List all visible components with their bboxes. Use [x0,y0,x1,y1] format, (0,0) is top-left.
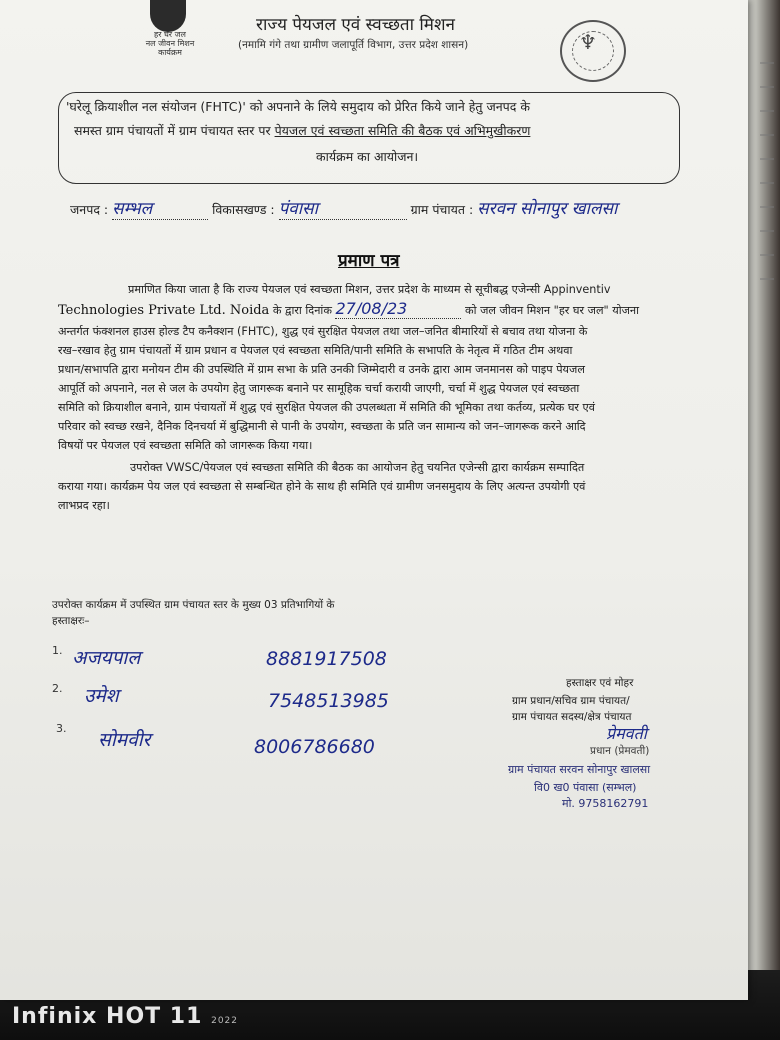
participant-name: उमेश [84,685,119,707]
pradhan-signature: प्रेमवती [606,724,647,743]
signatory-role-2: ग्राम पंचायत सदस्य/क्षेत्र पंचायत [512,711,632,723]
logo-caption [135,30,205,57]
body-text: को जल जीवन मिशन "हर घर जल" योजना [465,304,640,317]
mission-title: राज्य पेयजल एवं स्वच्छता मिशन [256,15,455,35]
body-line: रख–रखाव हेतु ग्राम पंचायतों में ग्राम प्रधान व पेयजल एवं स्वच्छता समिति/पानी समिति के सभापति के नेतृत्व में गठित टीम अथवा [58,344,573,357]
stamp-line-4: मो. 9758162791 [562,797,649,810]
participant-phone: 7548513985 [268,690,389,712]
body-line: प्रमाणित किया जाता है कि राज्य पेयजल एवं स्वच्छता मिशन, उत्तर प्रदेश के माध्यम से सूचीबद्ध एजेन्सी Appinventiv [128,283,611,296]
participant-phone: 8006786680 [254,736,375,758]
body-line: आपूर्ति को अपनाने, नल से जल के उपयोग हेतु जागरूक बनाने पर सामूहिक चर्चा करायी जाएगी, चर्चा में शुद्ध पेयजल एवं स्वच्छता [58,382,580,395]
body-line: प्रधान/सभापति द्वारा मनोयन टीम की उपस्थिति में ग्राम सभा के प्रति उनकी जिम्मेदारी व उनके द्वारा आम जनमानस को पाइप पेयजल [58,363,585,376]
notebook-edge [760,40,774,300]
watermark-model: HOT 11 [106,1004,203,1029]
body-line: उपरोक्त VWSC/पेयजल एवं स्वच्छता समिति की बैठक का आयोजन हेतु चयनित एजेन्सी द्वारा कार्यक्रम सम्पादित [130,461,585,474]
participant-name: अजयपाल [72,647,141,669]
signatory-label: हस्ताक्षर एवं मोहर [566,677,634,689]
banner-line-2 [74,122,694,139]
agency-name: Technologies Private Ltd. Noida [58,303,270,318]
participant-number: 1. [52,644,63,657]
location-fields [70,196,617,220]
body-line: विषयों पर पेयजल एवं स्वच्छता समिति को जागरूक किया गया। [58,439,313,452]
participant-number: 2. [52,682,63,695]
vikaskhand-value: पंवासा [279,196,407,220]
body-line: कराया गया। कार्यक्रम पेय जल एवं स्वच्छता से सम्बन्धित होने के साथ ही समिति एवं ग्रामीण जनसमुदाय के लिए अत्यन्त उपयोगी एवं [58,480,586,493]
signatory-role-1: ग्राम प्रधान/सचिव ग्राम पंचायत/ [512,695,630,707]
body-line: अन्तर्गत फंक्शनल हाउस होल्ड टैप कनैक्शन (FHTC), शुद्ध एवं सुरक्षित पेयजल तथा जल–जनित बीमारियों से बचाव तथा योजना के [58,325,588,338]
banner-line-3: कार्यक्रम का आयोजन। [316,149,419,164]
banner-line-1: 'घरेलू क्रियाशील नल संयोजन (FHTC)' को अपनाने के लिये समुदाय को प्रेरित किये जाने हेतु जनपद के [66,99,530,114]
logo-caption-line: नल जीवन मिशन [145,39,195,48]
camera-watermark [12,1004,238,1029]
program-date: 27/08/23 [335,299,461,319]
participant-phone: 8881917508 [266,648,387,670]
gram-panchayat-label: ग्राम पंचायत : [410,202,474,217]
body-line: लाभप्रद रहा। [58,499,110,512]
janpad-value: सम्भल [112,196,208,220]
watermark-year: 2022 [211,1016,239,1026]
stamp-line-2: ग्राम पंचायत सरवन सोनापुर खालसा [508,763,651,776]
participants-intro-2: हस्ताक्षरः– [52,615,90,627]
banner-line-2-start: समस्त ग्राम पंचायतों में ग्राम पंचायत स्तर पर [74,123,275,138]
body-text: के द्वारा दिनांक [269,304,332,317]
stamp-line-3: वि0 ख0 पंवासा (सम्भल) [534,781,637,794]
gram-panchayat-value: सरवन सोनापुर खालसा [477,199,618,219]
vikaskhand-label: विकासखण्ड : [212,202,275,217]
janpad-label: जनपद : [70,202,109,217]
stamp-line-1: प्रधान (प्रेमवती) [590,745,650,757]
logo-caption-line: कार्यक्रम [158,48,182,57]
participant-number: 3. [56,722,67,735]
document-title: प्रमाण पत्र [338,251,400,271]
mission-subtitle: (नमामि गंगे तथा ग्रामीण जलापूर्ति विभाग, उत्तर प्रदेश शासन) [238,39,469,51]
seal-emblem-icon: ♆ [579,30,597,54]
watermark-brand: Infinix [12,1004,98,1029]
up-government-seal-icon [560,20,626,82]
body-line: परिवार को स्वच्छ रखने, दैनिक दिनचर्या में बुद्धिमानी से पानी के उपयोग, स्वच्छता के प्रति जन सामान्य को जन–जागरूक करने आदि [58,420,586,433]
body-line [58,299,639,319]
jal-jeevan-mission-logo-icon [150,0,186,32]
banner-line-2-underlined: पेयजल एवं स्वच्छता समिति की बैठक एवं अभिमुखीकरण [274,123,531,138]
participants-intro: उपरोक्त कार्यक्रम में उपस्थित ग्राम पंचायत स्तर के मुख्य 03 प्रतिभागियों के [52,599,335,611]
body-line: समिति को क्रियाशील बनाने, ग्राम पंचायतों में शुद्ध एवं सुरक्षित पेयजल की उपलब्धता में समिति की भूमिका तथा कर्तव्य, प्रत्येक घर एवं [58,401,595,414]
logo-caption-line: हर घर जल [154,30,186,39]
participant-name: सोमवीर [98,729,151,751]
